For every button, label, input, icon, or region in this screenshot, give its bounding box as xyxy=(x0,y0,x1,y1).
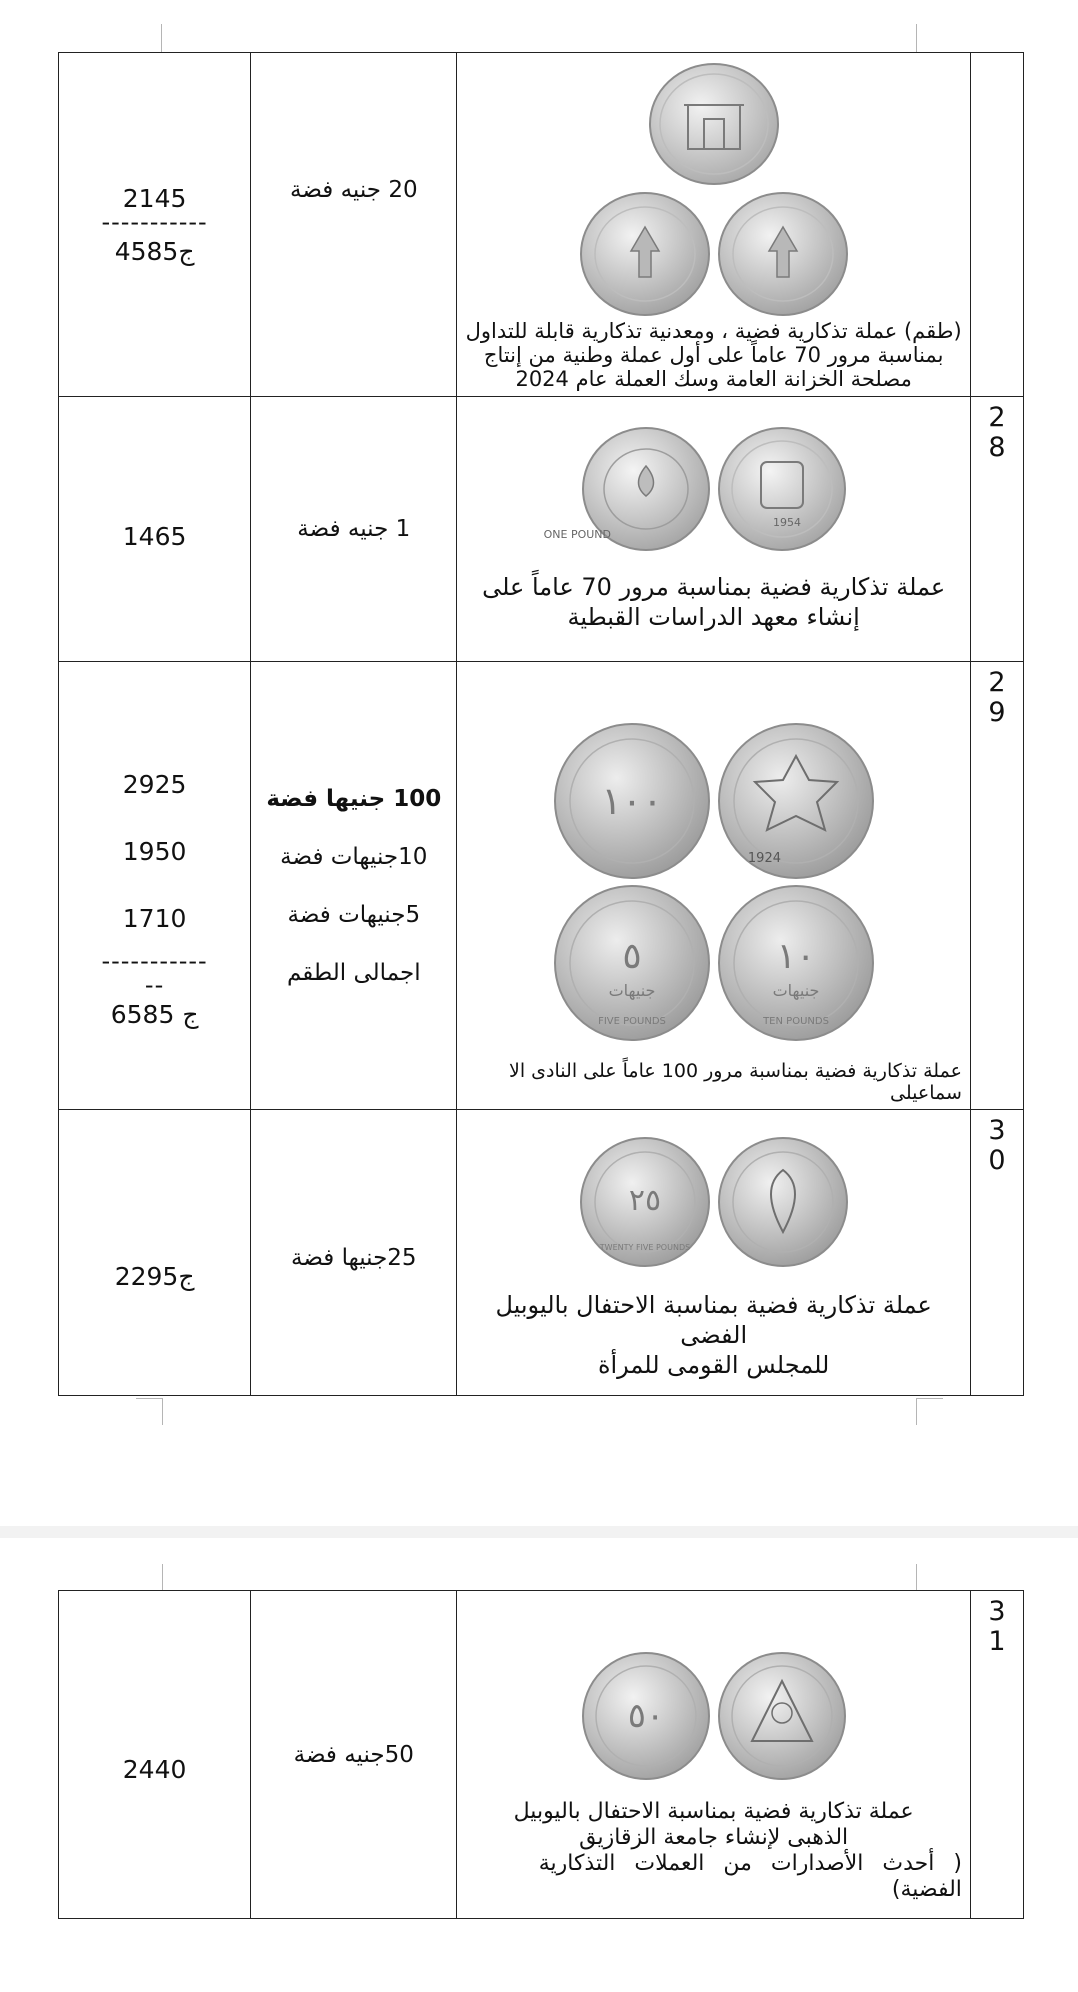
description-line: عملة تذكارية فضية بمناسبة مرور 70 عاماً على xyxy=(482,573,946,601)
coin-image xyxy=(648,63,780,185)
price-total: 2295ج xyxy=(114,1262,195,1291)
price-value: 1710 xyxy=(122,904,187,933)
price-value: 2145 xyxy=(122,183,187,213)
price-separator: -- xyxy=(144,971,165,999)
row-number-cell xyxy=(970,1110,1023,1396)
price-value: 1950 xyxy=(122,837,187,866)
denomination-value: 10جنيهات فضة xyxy=(280,843,428,870)
page-corner-mark xyxy=(136,1398,163,1425)
description-line: الذهبى لإنشاء جامعة الزقازيق xyxy=(579,1825,849,1850)
coin-description xyxy=(457,572,970,632)
row-number-cell xyxy=(970,397,1023,662)
coin-image xyxy=(717,722,875,880)
description-line: عملة تذكارية فضية بمناسبة الاحتفال باليوبيل الفضى xyxy=(495,1291,932,1349)
price-total: 6585 ج xyxy=(110,1000,199,1029)
denomination-value: 100 جنيها فضة xyxy=(266,785,442,812)
table-row xyxy=(59,662,1024,1110)
coin-images-top xyxy=(457,63,970,185)
coin-image xyxy=(553,722,711,880)
coins-price-table xyxy=(58,52,1024,1396)
coin-legend-text: TWENTY FIVE POUNDS xyxy=(599,1243,690,1252)
description-cell xyxy=(457,397,971,662)
table-row xyxy=(59,53,1024,397)
description-cell xyxy=(457,1591,971,1919)
coin-images-bottom xyxy=(457,884,970,1042)
coin-value-text: ١٠٠ xyxy=(601,779,663,823)
denomination-cell xyxy=(251,397,457,662)
description-line: عملة تذكارية فضية بمناسبة الاحتفال باليوبيل xyxy=(513,1799,914,1824)
coin-images xyxy=(457,1136,970,1268)
page-corner-mark xyxy=(161,24,162,52)
coin-legend-text: جنيهات xyxy=(608,981,656,1000)
coin-image xyxy=(717,884,875,1042)
coin-image xyxy=(579,191,711,317)
description-cell xyxy=(457,53,971,397)
price-separator: ----------- xyxy=(101,207,208,236)
description-line: للمجلس القومى للمرأة xyxy=(597,1351,830,1379)
price-value: 1465 xyxy=(122,521,187,551)
description-line: مصلحة الخزانة العامة وسك العملة عام 2024 xyxy=(515,367,912,391)
coin-year-text: 1954 xyxy=(772,516,801,529)
coin-legend-text: FIVE POUNDS xyxy=(597,1016,666,1027)
coin-image xyxy=(717,426,847,552)
coin-description xyxy=(457,1290,970,1380)
description-line: إنشاء معهد الدراسات القبطية xyxy=(567,603,860,631)
coin-legend-text: جنيهات xyxy=(772,981,820,1000)
denomination-value: 20 جنيه فضة xyxy=(289,177,418,203)
coin-image xyxy=(717,1651,847,1781)
row-number-digit: 3 xyxy=(988,1596,1006,1627)
row-number-digit: 1 xyxy=(988,1626,1006,1657)
table-row xyxy=(59,1110,1024,1396)
page-corner-mark xyxy=(916,1564,943,1591)
coin-image xyxy=(543,426,711,552)
row-number-cell xyxy=(970,53,1023,397)
price-cell xyxy=(59,397,251,662)
description-line: الفضية) xyxy=(891,1877,962,1902)
description-line: (طقم) عملة تذكارية فضية ، ومعدنية تذكارية قابلة للتداول xyxy=(465,319,962,343)
coin-images xyxy=(457,426,970,552)
row-number-digit: 2 xyxy=(988,402,1006,433)
page-corner-mark xyxy=(916,24,917,52)
coin-image xyxy=(717,191,849,317)
description-line: سماعيلى xyxy=(890,1082,962,1104)
coin-images-bottom xyxy=(457,191,970,317)
denomination-cell xyxy=(251,662,457,1110)
row-number-cell xyxy=(970,662,1023,1110)
price-cell xyxy=(59,53,251,397)
page-corner-mark xyxy=(916,1398,943,1425)
row-number-digit: 3 xyxy=(988,1115,1006,1146)
coin-images xyxy=(457,1651,970,1781)
row-number-cell xyxy=(970,1591,1023,1919)
table-row xyxy=(59,397,1024,662)
price-value: 2440 xyxy=(122,1755,187,1784)
price-cell xyxy=(59,1591,251,1919)
coin-value-text: ٥ xyxy=(621,936,642,977)
price-total: 4585ج xyxy=(114,236,195,266)
row-number-digit: 2 xyxy=(988,667,1006,698)
denomination-cell xyxy=(251,1110,457,1396)
coin-image xyxy=(581,1651,711,1781)
coin-images-top xyxy=(457,722,970,880)
denomination-value: 5جنيهات فضة xyxy=(287,901,421,928)
coin-value-text: ٢٥ xyxy=(628,1183,661,1218)
denomination-value: 1 جنيه فضة xyxy=(297,516,411,542)
coin-description xyxy=(457,1799,970,1903)
coin-legend-text: TEN POUNDS xyxy=(762,1016,829,1027)
page-corner-mark xyxy=(136,1564,163,1591)
denomination-value: 25جنيها فضة xyxy=(291,1244,417,1271)
row-number-digit: 8 xyxy=(988,432,1006,463)
coin-year-text: 1924 xyxy=(747,851,781,866)
description-line: بمناسبة مرور 70 عاماً على أول عملة وطنية من إنتاج xyxy=(483,343,944,367)
row-number-digit: 9 xyxy=(988,697,1006,728)
coin-image xyxy=(717,1136,849,1268)
denomination-cell xyxy=(251,1591,457,1919)
row-number-digit: 0 xyxy=(988,1145,1006,1176)
denomination-value: اجمالى الطقم xyxy=(286,959,421,986)
description-line: ( أحدث الأصدارات من العملات التذكارية xyxy=(538,1851,962,1876)
price-separator: ----------- xyxy=(101,947,208,975)
description-cell xyxy=(457,662,971,1110)
coin-value-text: ١٠ xyxy=(776,936,815,977)
price-cell xyxy=(59,662,251,1110)
description-line: عملة تذكارية فضية بمناسبة مرور 100 عاماً على النادى الا xyxy=(509,1060,962,1082)
price-value: 2925 xyxy=(122,770,187,799)
coin-description xyxy=(457,319,970,391)
denomination-value: 50جنيه فضة xyxy=(293,1741,414,1768)
coin-description xyxy=(457,1060,970,1104)
coins-price-table xyxy=(58,1590,1024,1919)
coin-image xyxy=(579,1136,711,1268)
coin-image xyxy=(553,884,711,1042)
document-page-2 xyxy=(0,1538,1078,1992)
table-row xyxy=(59,1591,1024,1919)
coin-value-text: ٥٠ xyxy=(627,1696,664,1736)
price-cell xyxy=(59,1110,251,1396)
description-cell xyxy=(457,1110,971,1396)
denomination-cell xyxy=(251,53,457,397)
coin-legend-text: ONE POUND xyxy=(543,528,611,541)
